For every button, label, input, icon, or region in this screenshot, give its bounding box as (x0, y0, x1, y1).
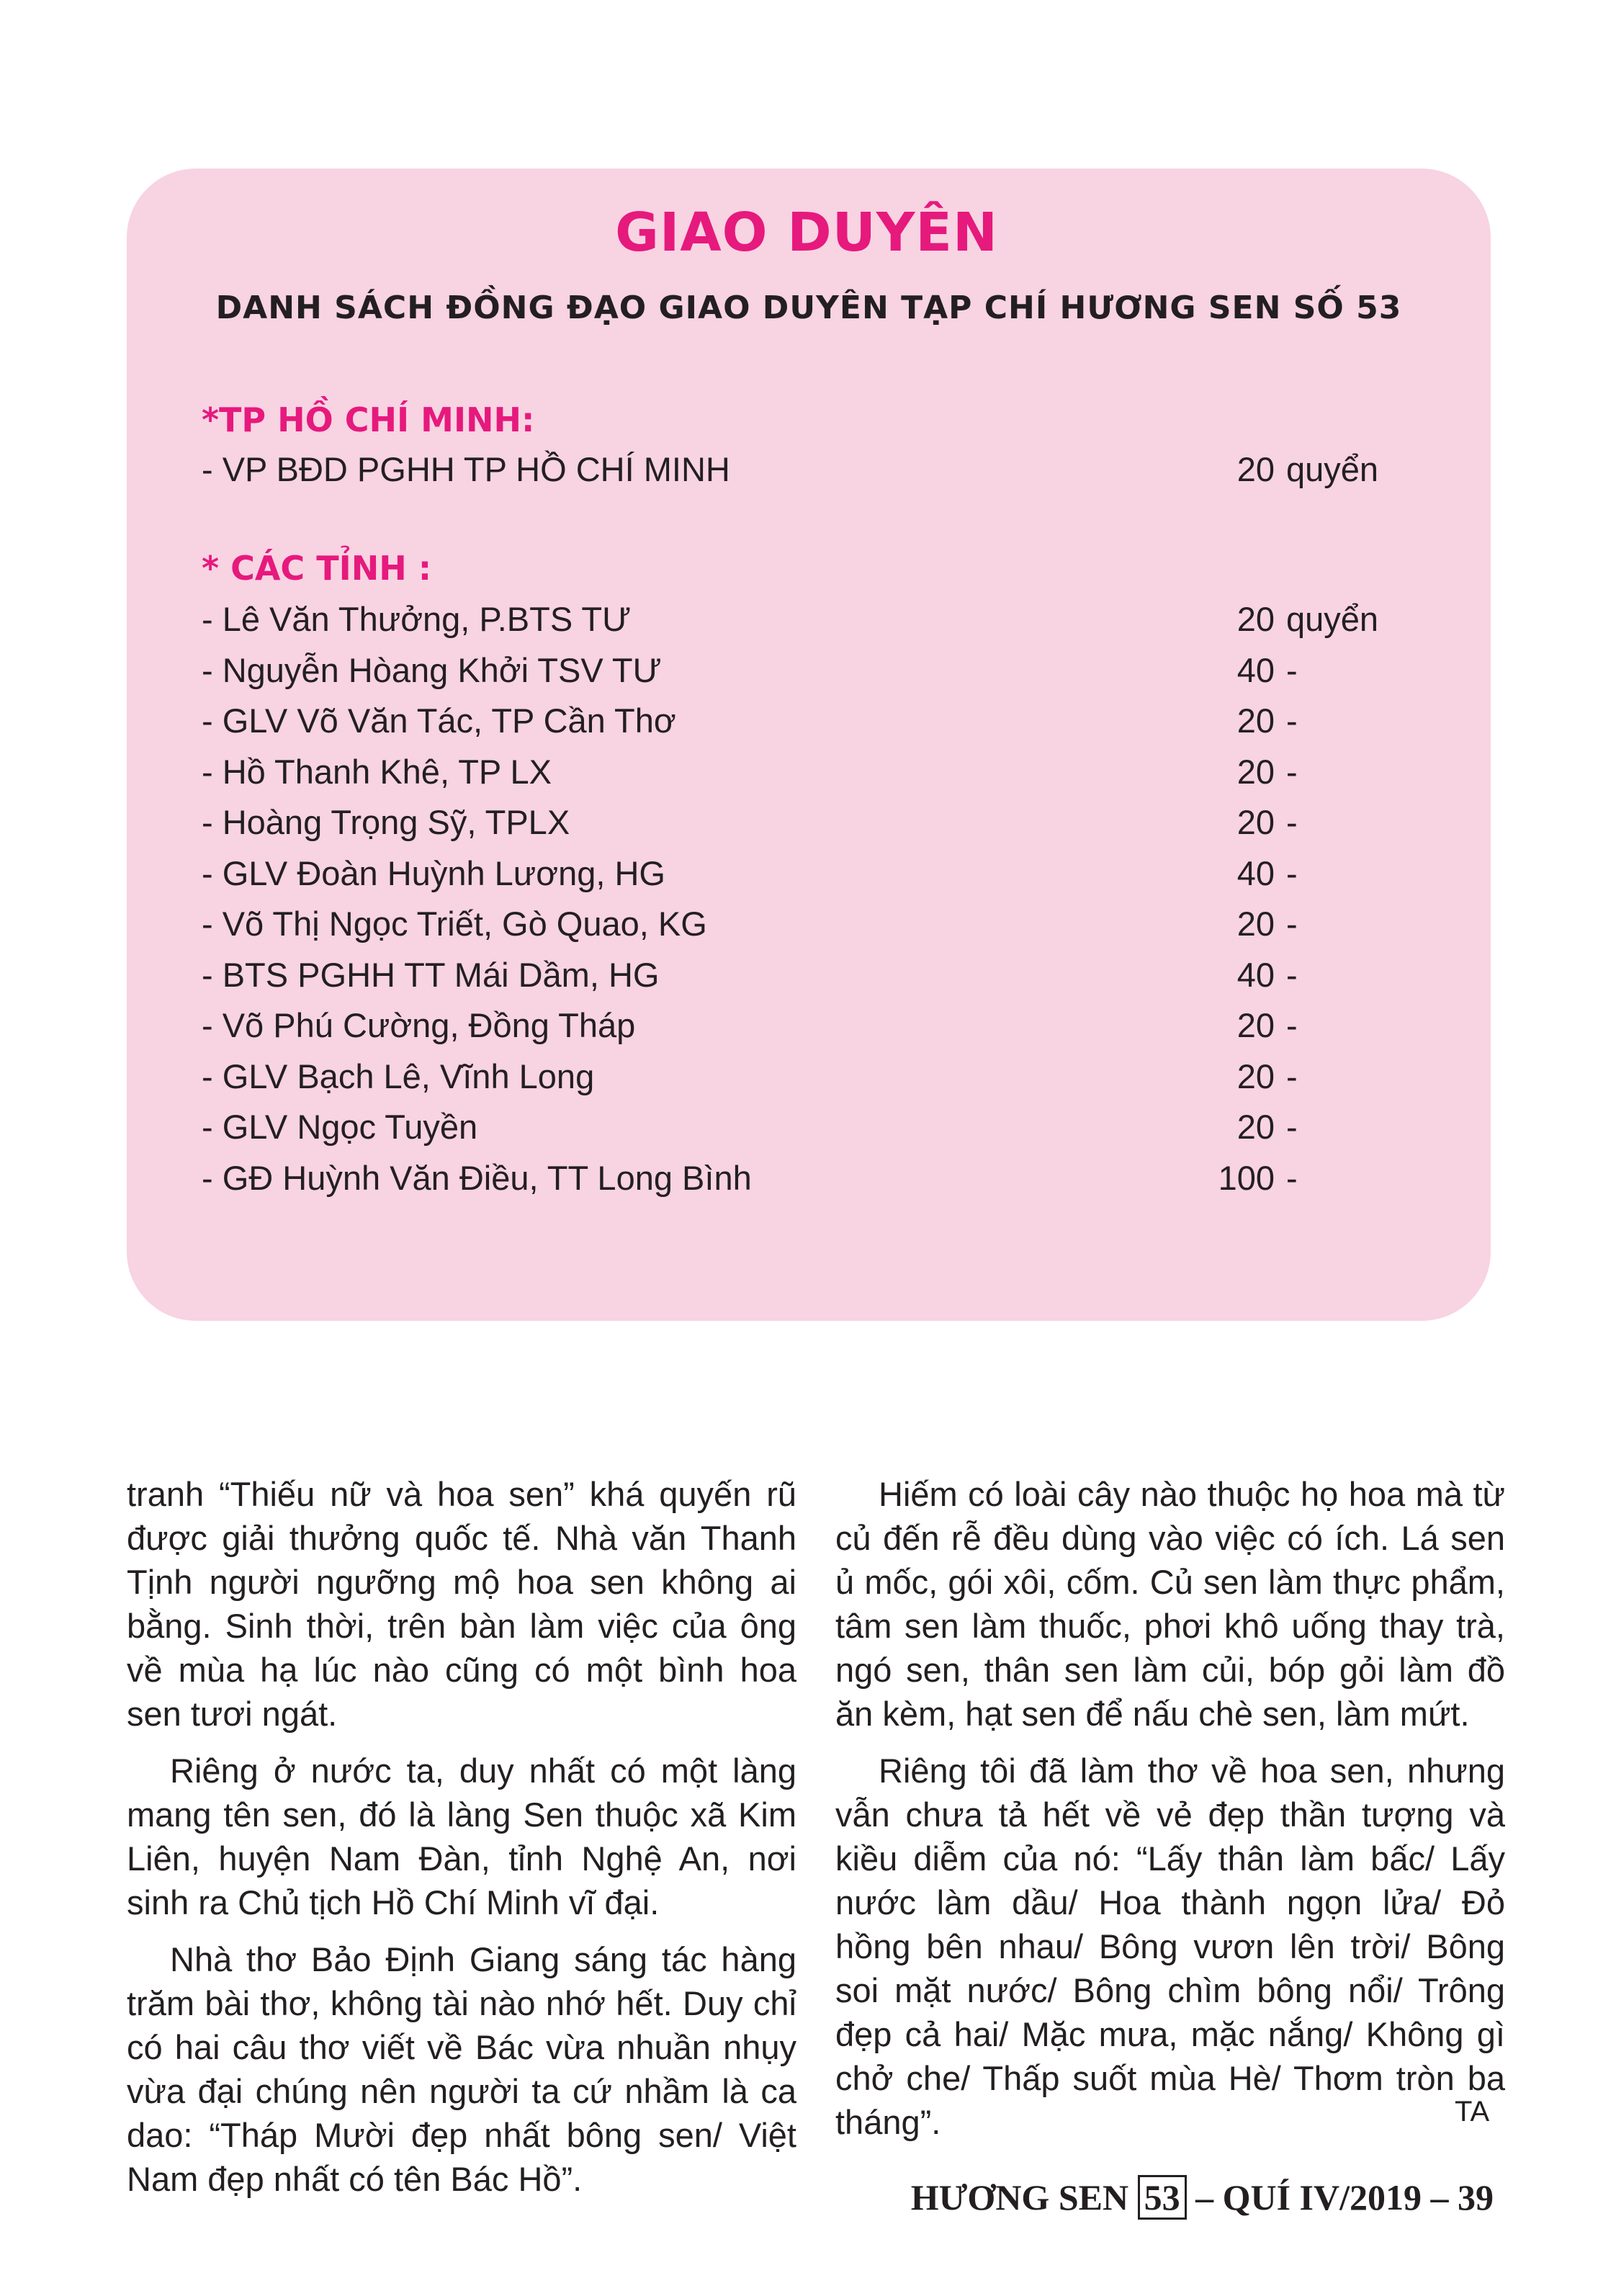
donor-row (202, 1158, 1383, 1201)
donor-name: - Nguyễn Hòang Khởi TSV TƯ (202, 650, 662, 689)
donor-name: - Lê Văn Thưởng, P.BTS TƯ (202, 600, 632, 638)
quantity-value: 20 (1236, 752, 1275, 791)
quantity-value: 40 (1236, 955, 1275, 994)
issue-number: 53 (1138, 2175, 1187, 2220)
donor-name: - GLV Bạch Lê, Vĩnh Long (202, 1057, 595, 1095)
donor-quantity (1195, 449, 1383, 489)
box-subtitle: DANH SÁCH ĐỒNG ĐẠO GIAO DUYÊN TẠP CHÍ HƯƠNG SEN SỐ 53 (215, 290, 1402, 326)
donor-quantity (1195, 955, 1383, 995)
donor-quantity (1195, 1057, 1383, 1096)
issue-period: – QUÍ IV/2019 – (1195, 2177, 1449, 2217)
page-number: 39 (1458, 2177, 1494, 2217)
article-paragraph: tranh “Thiếu nữ và hoa sen” khá quyến rũ được giải thưởng quốc tế. Nhà văn Thanh Tịnh người ngưỡng mộ hoa sen không ai bằng. Sinh thời, trên bàn làm việc của ông về mùa hạ lúc nào cũng có một bình hoa sen tươi ngát. (127, 1475, 796, 1733)
donor-quantity (1195, 599, 1383, 639)
quantity-unit: - (1286, 1006, 1298, 1044)
quantity-unit: - (1286, 1057, 1298, 1095)
section-heading-hcm: *TP HỒ CHÍ MINH: (202, 400, 535, 439)
section-heading-provinces: * CÁC TỈNH : (202, 549, 432, 588)
quantity-value: 20 (1236, 450, 1275, 488)
donor-name: - GLV Ngọc Tuyền (202, 1108, 478, 1146)
page-footer (911, 2175, 1494, 2220)
quantity-value: 20 (1236, 1006, 1275, 1044)
article-paragraph: Nhà thơ Bảo Định Giang sáng tác hàng trăm bài thơ, không tài nào nhớ hết. Duy chỉ có hai câu thơ viết về Bác vừa nhuần nhụy vừa đại chúng nên người ta cứ nhầm là ca dao: “Tháp Mười đẹp nhất bông sen/ Việt Nam đẹp nhất có tên Bác Hồ”. (127, 1940, 796, 2198)
article-signature: TA (1455, 2096, 1490, 2127)
quantity-value: 40 (1236, 650, 1275, 689)
donor-row (202, 701, 1383, 744)
donor-quantity (1195, 1107, 1383, 1147)
donor-quantity (1195, 1158, 1383, 1198)
box-title: GIAO DUYÊN (615, 202, 998, 264)
donor-quantity (1195, 1005, 1383, 1045)
donor-name: - GLV Đoàn Huỳnh Lương, HG (202, 853, 665, 892)
quantity-value: 20 (1236, 1057, 1275, 1095)
article-paragraph: Riêng ở nước ta, duy nhất có một làng mang tên sen, đó là làng Sen thuộc xã Kim Liên, huyện Nam Đàn, tỉnh Nghệ An, nơi sinh ra Chủ tịch Hồ Chí Minh vĩ đại. (127, 1752, 796, 1921)
quantity-unit: - (1286, 752, 1298, 791)
donor-row (202, 904, 1383, 947)
donor-quantity (1195, 752, 1383, 792)
article-paragraph: Riêng tôi đã làm thơ về hoa sen, nhưng vẫn chưa tả hết về vẻ đẹp thần tượng và kiều diễm của nó: “Lấy thân làm bấc/ Lấy nước làm dầu/ Hoa thành ngọn lửa/ Đỏ hồng bên nhau/ Bông vươn lên trời/ Bông soi mặt nước/ Bông chìm bông nổi/ Trông đẹp cả hai/ Mặc mưa, mặc nắng/ Không gì chở che/ Thấp suốt mùa Hè/ Thơm tròn ba tháng”. (835, 1752, 1505, 2141)
donor-quantity (1195, 701, 1383, 740)
quantity-value: 20 (1236, 803, 1275, 841)
donor-row (202, 599, 1383, 642)
quantity-unit: - (1286, 650, 1298, 689)
quantity-value: 100 (1218, 1158, 1275, 1197)
donor-row (202, 1005, 1383, 1049)
quantity-value: 20 (1236, 600, 1275, 638)
quantity-unit: - (1286, 701, 1298, 740)
donor-name: - GĐ Huỳnh Văn Điều, TT Long Bình (202, 1158, 752, 1197)
quantity-unit: - (1286, 803, 1298, 841)
article-paragraph: Hiếm có loài cây nào thuộc họ hoa mà từ củ đến rễ đều dùng vào việc có ích. Lá sen ủ mốc, gói xôi, cốm. Củ sen làm thực phẩm, tâm sen làm thuốc, phơi khô uống thay trà, ngó sen, thân sen làm củi, bóp gỏi làm đồ ăn kèm, hạt sen để nấu chè sen, làm mứt. (835, 1475, 1505, 1733)
donor-row (202, 752, 1383, 795)
donor-row (202, 955, 1383, 998)
donor-quantity (1195, 650, 1383, 690)
donor-quantity (1195, 853, 1383, 893)
donor-name: - Hồ Thanh Khê, TP LX (202, 752, 552, 791)
donor-name: - VP BĐD PGHH TP HỒ CHÍ MINH (202, 450, 730, 488)
donor-row (202, 1057, 1383, 1100)
article-column-left (127, 1472, 796, 2214)
quantity-unit: - (1286, 1158, 1298, 1197)
quantity-unit: quyển (1286, 600, 1379, 638)
quantity-unit: - (1286, 1108, 1298, 1146)
quantity-value: 20 (1236, 905, 1275, 943)
donor-name: - GLV Võ Văn Tác, TP Cần Thơ (202, 701, 676, 740)
donor-row (202, 1107, 1383, 1150)
donor-row (202, 802, 1383, 846)
donor-name: - Võ Thị Ngọc Triết, Gò Quao, KG (202, 905, 707, 943)
donor-name: - Hoàng Trọng Sỹ, TPLX (202, 803, 570, 841)
article-column-right (835, 1472, 1505, 2157)
donor-name: - Võ Phú Cường, Đồng Tháp (202, 1006, 636, 1044)
donor-row (202, 853, 1383, 897)
donor-quantity (1195, 904, 1383, 943)
quantity-unit: - (1286, 955, 1298, 994)
donor-row (202, 449, 1383, 493)
quantity-value: 40 (1236, 853, 1275, 892)
quantity-value: 20 (1236, 701, 1275, 740)
magazine-name: HƯƠNG SEN (910, 2177, 1129, 2217)
quantity-value: 20 (1236, 1108, 1275, 1146)
donor-quantity (1195, 802, 1383, 842)
quantity-unit: quyển (1286, 450, 1379, 488)
quantity-unit: - (1286, 905, 1298, 943)
donor-name: - BTS PGHH TT Mái Dầm, HG (202, 955, 660, 994)
donor-row (202, 650, 1383, 694)
quantity-unit: - (1286, 853, 1298, 892)
